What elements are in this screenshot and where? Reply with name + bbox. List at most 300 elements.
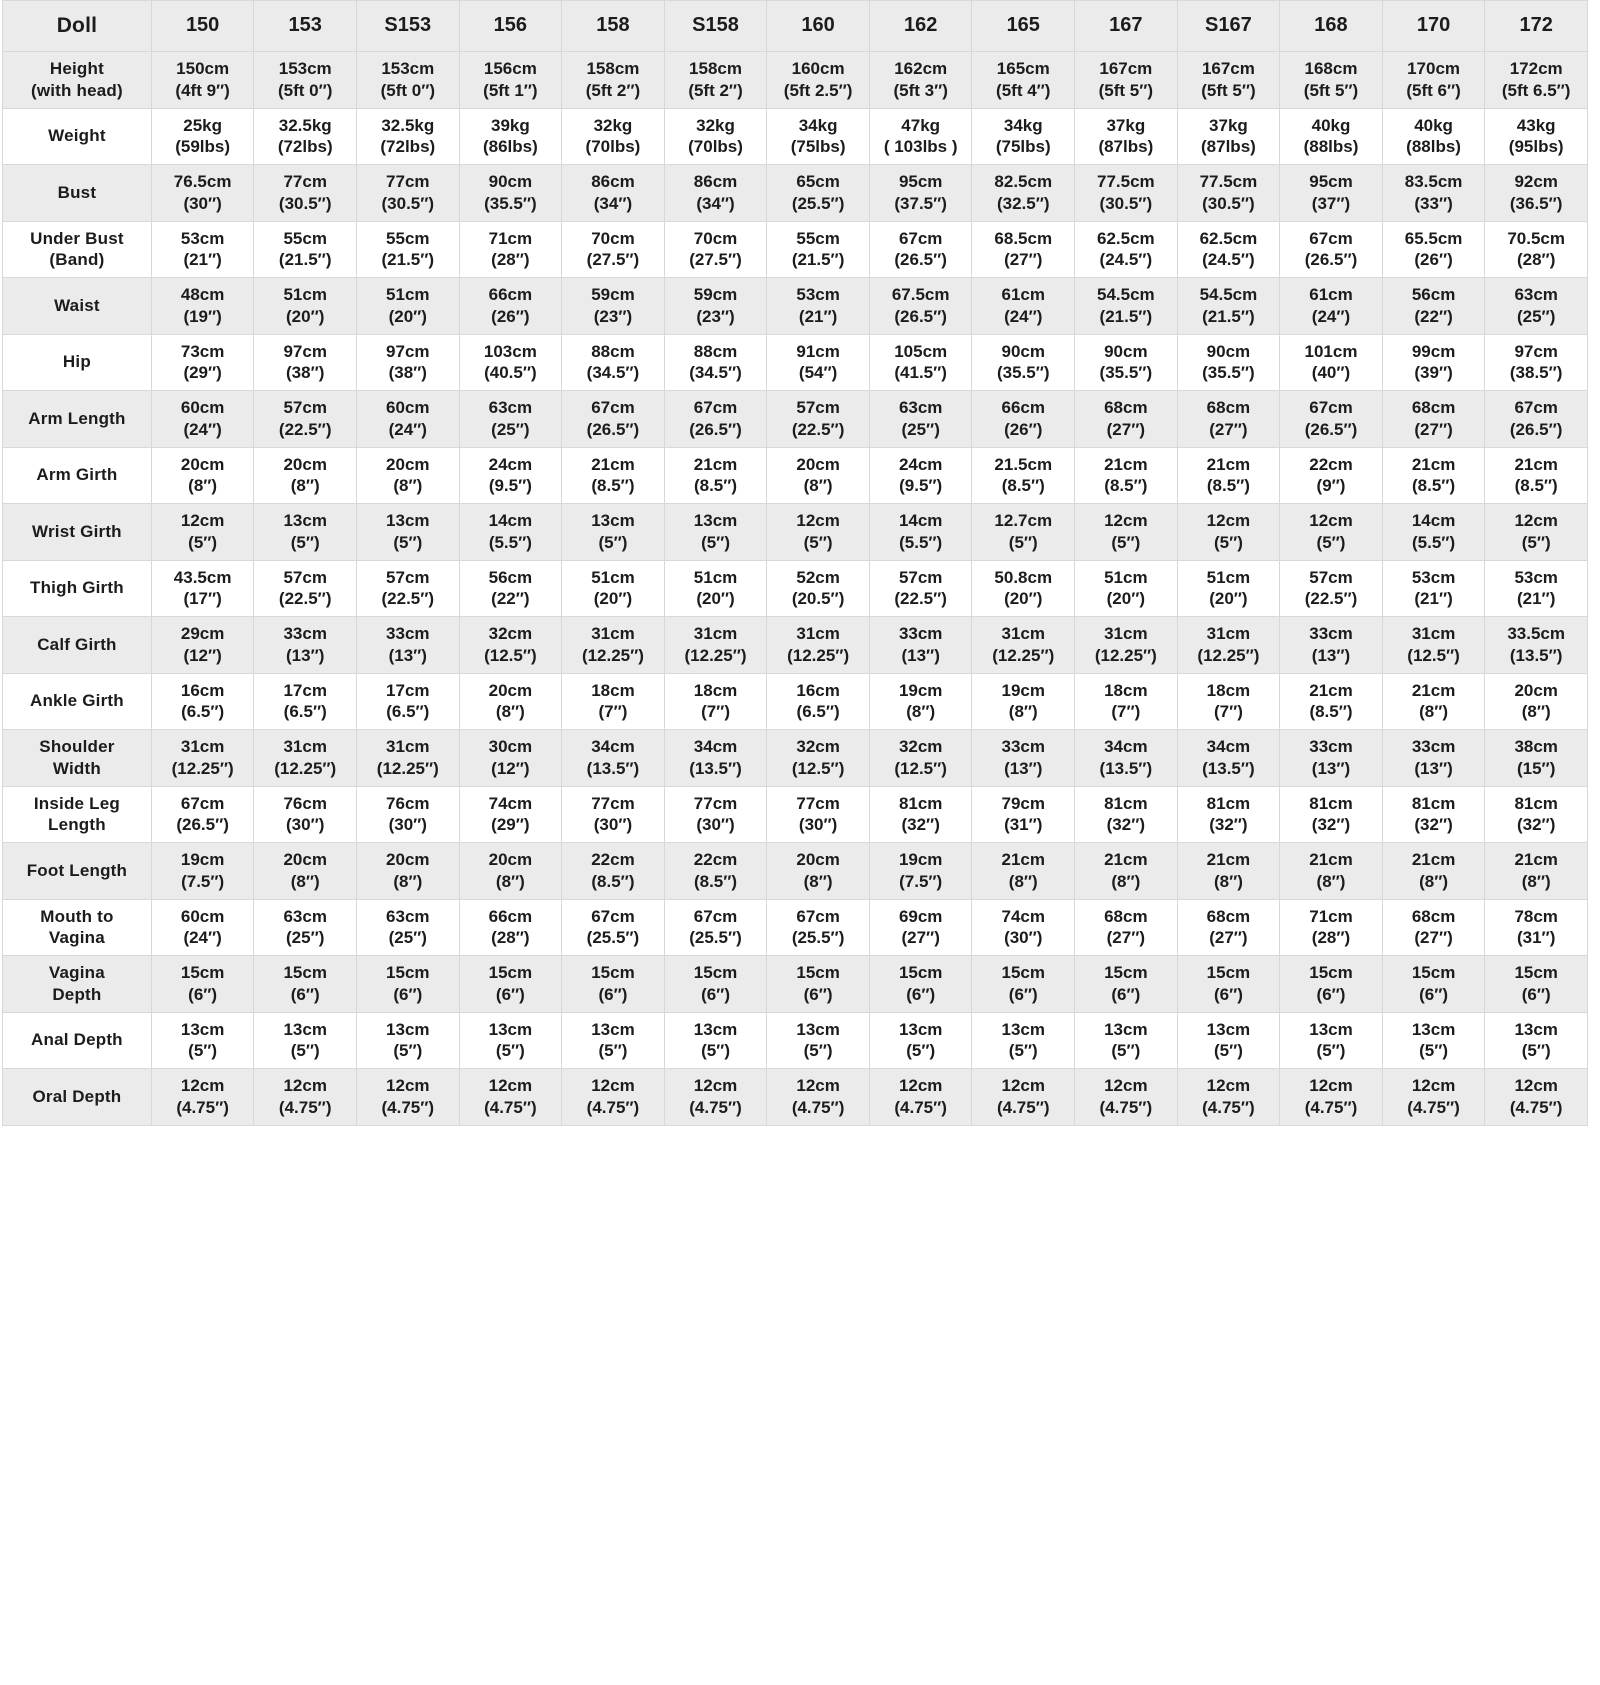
row-label-17: Anal Depth [3,1012,152,1069]
cell-r16-c1: 15cm (6″) [254,956,357,1013]
cell-r3-c5: 70cm (27.5″) [664,221,767,278]
cell-r8-c3: 14cm (5.5″) [459,504,562,561]
table-row [3,278,1588,335]
column-header-168: 168 [1280,1,1383,52]
cell-r8-c13: 12cm (5″) [1485,504,1588,561]
cell-r14-c10: 21cm (8″) [1177,843,1280,900]
cell-r0-c12: 170cm (5ft 6″) [1382,52,1485,109]
cell-r14-c1: 20cm (8″) [254,843,357,900]
cell-r11-c2: 17cm (6.5″) [357,673,460,730]
table-row [3,504,1588,561]
cell-r9-c3: 56cm (22″) [459,560,562,617]
cell-r1-c13: 43kg (95lbs) [1485,108,1588,165]
cell-r1-c9: 37kg (87lbs) [1075,108,1178,165]
cell-r17-c4: 13cm (5″) [562,1012,665,1069]
cell-r7-c9: 21cm (8.5″) [1075,447,1178,504]
cell-r5-c0: 73cm (29″) [151,334,254,391]
cell-r3-c0: 53cm (21″) [151,221,254,278]
column-header-153: 153 [254,1,357,52]
cell-r12-c10: 34cm (13.5″) [1177,730,1280,787]
cell-r13-c3: 74cm (29″) [459,786,562,843]
cell-r6-c8: 66cm (26″) [972,391,1075,448]
cell-r6-c5: 67cm (26.5″) [664,391,767,448]
column-header-150: 150 [151,1,254,52]
cell-r11-c8: 19cm (8″) [972,673,1075,730]
cell-r16-c8: 15cm (6″) [972,956,1075,1013]
cell-r13-c2: 76cm (30″) [357,786,460,843]
cell-r11-c1: 17cm (6.5″) [254,673,357,730]
column-header-S153: S153 [357,1,460,52]
cell-r6-c7: 63cm (25″) [869,391,972,448]
doll-measurements-table [2,0,1588,1126]
cell-r1-c8: 34kg (75lbs) [972,108,1075,165]
cell-r2-c10: 77.5cm (30.5″) [1177,165,1280,222]
cell-r13-c13: 81cm (32″) [1485,786,1588,843]
cell-r2-c2: 77cm (30.5″) [357,165,460,222]
cell-r10-c0: 29cm (12″) [151,617,254,674]
cell-r1-c3: 39kg (86lbs) [459,108,562,165]
cell-r2-c8: 82.5cm (32.5″) [972,165,1075,222]
cell-r18-c3: 12cm (4.75″) [459,1069,562,1126]
cell-r3-c6: 55cm (21.5″) [767,221,870,278]
cell-r13-c9: 81cm (32″) [1075,786,1178,843]
row-label-9: Thigh Girth [3,560,152,617]
cell-r1-c7: 47kg ( 103lbs ) [869,108,972,165]
cell-r11-c6: 16cm (6.5″) [767,673,870,730]
cell-r13-c10: 81cm (32″) [1177,786,1280,843]
column-header-S167: S167 [1177,1,1280,52]
cell-r12-c2: 31cm (12.25″) [357,730,460,787]
row-label-2: Bust [3,165,152,222]
table-corner-label: Doll [3,1,152,52]
cell-r1-c2: 32.5kg (72lbs) [357,108,460,165]
cell-r0-c0: 150cm (4ft 9″) [151,52,254,109]
cell-r8-c7: 14cm (5.5″) [869,504,972,561]
cell-r2-c0: 76.5cm (30″) [151,165,254,222]
cell-r2-c7: 95cm (37.5″) [869,165,972,222]
cell-r9-c12: 53cm (21″) [1382,560,1485,617]
cell-r8-c8: 12.7cm (5″) [972,504,1075,561]
column-header-S158: S158 [664,1,767,52]
cell-r13-c5: 77cm (30″) [664,786,767,843]
cell-r3-c7: 67cm (26.5″) [869,221,972,278]
cell-r5-c6: 91cm (54″) [767,334,870,391]
row-label-0: Height (with head) [3,52,152,109]
cell-r10-c13: 33.5cm (13.5″) [1485,617,1588,674]
cell-r16-c7: 15cm (6″) [869,956,972,1013]
cell-r8-c5: 13cm (5″) [664,504,767,561]
cell-r9-c13: 53cm (21″) [1485,560,1588,617]
cell-r5-c11: 101cm (40″) [1280,334,1383,391]
cell-r0-c1: 153cm (5ft 0″) [254,52,357,109]
cell-r14-c12: 21cm (8″) [1382,843,1485,900]
cell-r4-c0: 48cm (19″) [151,278,254,335]
cell-r15-c4: 67cm (25.5″) [562,899,665,956]
cell-r18-c2: 12cm (4.75″) [357,1069,460,1126]
cell-r12-c9: 34cm (13.5″) [1075,730,1178,787]
cell-r16-c4: 15cm (6″) [562,956,665,1013]
cell-r17-c6: 13cm (5″) [767,1012,870,1069]
cell-r1-c10: 37kg (87lbs) [1177,108,1280,165]
cell-r5-c5: 88cm (34.5″) [664,334,767,391]
cell-r18-c8: 12cm (4.75″) [972,1069,1075,1126]
table-row [3,221,1588,278]
cell-r15-c11: 71cm (28″) [1280,899,1383,956]
cell-r0-c5: 158cm (5ft 2″) [664,52,767,109]
cell-r4-c12: 56cm (22″) [1382,278,1485,335]
cell-r17-c2: 13cm (5″) [357,1012,460,1069]
cell-r17-c0: 13cm (5″) [151,1012,254,1069]
cell-r6-c9: 68cm (27″) [1075,391,1178,448]
cell-r5-c4: 88cm (34.5″) [562,334,665,391]
cell-r5-c1: 97cm (38″) [254,334,357,391]
cell-r10-c6: 31cm (12.25″) [767,617,870,674]
table-row [3,52,1588,109]
table-row [3,899,1588,956]
row-label-14: Foot Length [3,843,152,900]
cell-r14-c9: 21cm (8″) [1075,843,1178,900]
cell-r3-c11: 67cm (26.5″) [1280,221,1383,278]
cell-r14-c6: 20cm (8″) [767,843,870,900]
cell-r6-c13: 67cm (26.5″) [1485,391,1588,448]
cell-r17-c12: 13cm (5″) [1382,1012,1485,1069]
cell-r10-c4: 31cm (12.25″) [562,617,665,674]
column-header-156: 156 [459,1,562,52]
row-label-18: Oral Depth [3,1069,152,1126]
cell-r9-c10: 51cm (20″) [1177,560,1280,617]
cell-r11-c13: 20cm (8″) [1485,673,1588,730]
cell-r10-c9: 31cm (12.25″) [1075,617,1178,674]
cell-r10-c1: 33cm (13″) [254,617,357,674]
cell-r7-c5: 21cm (8.5″) [664,447,767,504]
row-label-6: Arm Length [3,391,152,448]
table-row [3,334,1588,391]
cell-r14-c7: 19cm (7.5″) [869,843,972,900]
cell-r0-c11: 168cm (5ft 5″) [1280,52,1383,109]
cell-r11-c11: 21cm (8.5″) [1280,673,1383,730]
cell-r10-c11: 33cm (13″) [1280,617,1383,674]
cell-r1-c12: 40kg (88lbs) [1382,108,1485,165]
cell-r18-c4: 12cm (4.75″) [562,1069,665,1126]
cell-r11-c10: 18cm (7″) [1177,673,1280,730]
cell-r11-c0: 16cm (6.5″) [151,673,254,730]
cell-r12-c0: 31cm (12.25″) [151,730,254,787]
cell-r9-c6: 52cm (20.5″) [767,560,870,617]
cell-r16-c2: 15cm (6″) [357,956,460,1013]
cell-r12-c6: 32cm (12.5″) [767,730,870,787]
table-header [3,1,1588,52]
cell-r7-c4: 21cm (8.5″) [562,447,665,504]
cell-r7-c6: 20cm (8″) [767,447,870,504]
cell-r4-c3: 66cm (26″) [459,278,562,335]
cell-r9-c2: 57cm (22.5″) [357,560,460,617]
cell-r11-c3: 20cm (8″) [459,673,562,730]
cell-r14-c4: 22cm (8.5″) [562,843,665,900]
cell-r12-c8: 33cm (13″) [972,730,1075,787]
cell-r8-c2: 13cm (5″) [357,504,460,561]
cell-r5-c13: 97cm (38.5″) [1485,334,1588,391]
cell-r6-c6: 57cm (22.5″) [767,391,870,448]
cell-r15-c7: 69cm (27″) [869,899,972,956]
cell-r15-c0: 60cm (24″) [151,899,254,956]
cell-r8-c10: 12cm (5″) [1177,504,1280,561]
column-header-165: 165 [972,1,1075,52]
cell-r17-c9: 13cm (5″) [1075,1012,1178,1069]
cell-r5-c12: 99cm (39″) [1382,334,1485,391]
cell-r17-c1: 13cm (5″) [254,1012,357,1069]
cell-r3-c3: 71cm (28″) [459,221,562,278]
row-label-10: Calf Girth [3,617,152,674]
cell-r17-c5: 13cm (5″) [664,1012,767,1069]
cell-r6-c3: 63cm (25″) [459,391,562,448]
cell-r2-c4: 86cm (34″) [562,165,665,222]
cell-r12-c1: 31cm (12.25″) [254,730,357,787]
cell-r13-c11: 81cm (32″) [1280,786,1383,843]
column-header-170: 170 [1382,1,1485,52]
cell-r3-c12: 65.5cm (26″) [1382,221,1485,278]
cell-r15-c1: 63cm (25″) [254,899,357,956]
table-row [3,956,1588,1013]
cell-r12-c3: 30cm (12″) [459,730,562,787]
cell-r10-c3: 32cm (12.5″) [459,617,562,674]
cell-r4-c2: 51cm (20″) [357,278,460,335]
cell-r9-c11: 57cm (22.5″) [1280,560,1383,617]
table-row [3,391,1588,448]
cell-r11-c5: 18cm (7″) [664,673,767,730]
cell-r8-c1: 13cm (5″) [254,504,357,561]
cell-r0-c6: 160cm (5ft 2.5″) [767,52,870,109]
cell-r14-c8: 21cm (8″) [972,843,1075,900]
cell-r9-c0: 43.5cm (17″) [151,560,254,617]
column-header-172: 172 [1485,1,1588,52]
cell-r4-c5: 59cm (23″) [664,278,767,335]
cell-r5-c9: 90cm (35.5″) [1075,334,1178,391]
cell-r17-c13: 13cm (5″) [1485,1012,1588,1069]
cell-r9-c9: 51cm (20″) [1075,560,1178,617]
cell-r2-c1: 77cm (30.5″) [254,165,357,222]
cell-r4-c11: 61cm (24″) [1280,278,1383,335]
cell-r6-c0: 60cm (24″) [151,391,254,448]
cell-r0-c7: 162cm (5ft 3″) [869,52,972,109]
row-label-11: Ankle Girth [3,673,152,730]
cell-r11-c7: 19cm (8″) [869,673,972,730]
cell-r12-c11: 33cm (13″) [1280,730,1383,787]
cell-r1-c4: 32kg (70lbs) [562,108,665,165]
cell-r18-c0: 12cm (4.75″) [151,1069,254,1126]
cell-r16-c5: 15cm (6″) [664,956,767,1013]
cell-r4-c4: 59cm (23″) [562,278,665,335]
column-header-160: 160 [767,1,870,52]
row-label-15: Mouth to Vagina [3,899,152,956]
cell-r0-c4: 158cm (5ft 2″) [562,52,665,109]
cell-r2-c12: 83.5cm (33″) [1382,165,1485,222]
cell-r16-c10: 15cm (6″) [1177,956,1280,1013]
cell-r0-c2: 153cm (5ft 0″) [357,52,460,109]
cell-r0-c9: 167cm (5ft 5″) [1075,52,1178,109]
cell-r16-c3: 15cm (6″) [459,956,562,1013]
cell-r15-c8: 74cm (30″) [972,899,1075,956]
cell-r6-c11: 67cm (26.5″) [1280,391,1383,448]
cell-r3-c8: 68.5cm (27″) [972,221,1075,278]
cell-r2-c11: 95cm (37″) [1280,165,1383,222]
table-row [3,673,1588,730]
cell-r15-c12: 68cm (27″) [1382,899,1485,956]
cell-r18-c7: 12cm (4.75″) [869,1069,972,1126]
cell-r18-c10: 12cm (4.75″) [1177,1069,1280,1126]
cell-r15-c3: 66cm (28″) [459,899,562,956]
table-header-row [3,1,1588,52]
cell-r7-c7: 24cm (9.5″) [869,447,972,504]
table-row [3,560,1588,617]
cell-r1-c1: 32.5kg (72lbs) [254,108,357,165]
cell-r16-c9: 15cm (6″) [1075,956,1178,1013]
cell-r18-c13: 12cm (4.75″) [1485,1069,1588,1126]
cell-r6-c1: 57cm (22.5″) [254,391,357,448]
cell-r14-c2: 20cm (8″) [357,843,460,900]
cell-r12-c13: 38cm (15″) [1485,730,1588,787]
cell-r16-c0: 15cm (6″) [151,956,254,1013]
cell-r4-c13: 63cm (25″) [1485,278,1588,335]
cell-r14-c0: 19cm (7.5″) [151,843,254,900]
cell-r12-c12: 33cm (13″) [1382,730,1485,787]
cell-r1-c5: 32kg (70lbs) [664,108,767,165]
cell-r18-c11: 12cm (4.75″) [1280,1069,1383,1126]
table-row [3,1069,1588,1126]
table-body [3,52,1588,1126]
cell-r1-c0: 25kg (59lbs) [151,108,254,165]
cell-r10-c2: 33cm (13″) [357,617,460,674]
row-label-16: Vagina Depth [3,956,152,1013]
cell-r17-c11: 13cm (5″) [1280,1012,1383,1069]
cell-r13-c0: 67cm (26.5″) [151,786,254,843]
cell-r18-c6: 12cm (4.75″) [767,1069,870,1126]
cell-r18-c1: 12cm (4.75″) [254,1069,357,1126]
cell-r10-c12: 31cm (12.5″) [1382,617,1485,674]
cell-r15-c6: 67cm (25.5″) [767,899,870,956]
cell-r6-c4: 67cm (26.5″) [562,391,665,448]
cell-r18-c5: 12cm (4.75″) [664,1069,767,1126]
cell-r4-c6: 53cm (21″) [767,278,870,335]
row-label-4: Waist [3,278,152,335]
cell-r14-c13: 21cm (8″) [1485,843,1588,900]
row-label-13: Inside Leg Length [3,786,152,843]
cell-r12-c4: 34cm (13.5″) [562,730,665,787]
cell-r14-c11: 21cm (8″) [1280,843,1383,900]
cell-r9-c7: 57cm (22.5″) [869,560,972,617]
cell-r7-c3: 24cm (9.5″) [459,447,562,504]
cell-r2-c3: 90cm (35.5″) [459,165,562,222]
row-label-8: Wrist Girth [3,504,152,561]
cell-r8-c9: 12cm (5″) [1075,504,1178,561]
cell-r5-c3: 103cm (40.5″) [459,334,562,391]
cell-r11-c9: 18cm (7″) [1075,673,1178,730]
cell-r6-c2: 60cm (24″) [357,391,460,448]
cell-r2-c13: 92cm (36.5″) [1485,165,1588,222]
cell-r15-c9: 68cm (27″) [1075,899,1178,956]
cell-r4-c8: 61cm (24″) [972,278,1075,335]
table-row [3,165,1588,222]
table-row [3,843,1588,900]
cell-r4-c1: 51cm (20″) [254,278,357,335]
cell-r5-c10: 90cm (35.5″) [1177,334,1280,391]
cell-r10-c10: 31cm (12.25″) [1177,617,1280,674]
cell-r5-c2: 97cm (38″) [357,334,460,391]
column-header-162: 162 [869,1,972,52]
table-row [3,786,1588,843]
cell-r8-c11: 12cm (5″) [1280,504,1383,561]
cell-r13-c8: 79cm (31″) [972,786,1075,843]
table-row [3,447,1588,504]
cell-r7-c10: 21cm (8.5″) [1177,447,1280,504]
cell-r15-c13: 78cm (31″) [1485,899,1588,956]
cell-r4-c9: 54.5cm (21.5″) [1075,278,1178,335]
table-row [3,617,1588,674]
cell-r9-c4: 51cm (20″) [562,560,665,617]
row-label-12: Shoulder Width [3,730,152,787]
cell-r6-c12: 68cm (27″) [1382,391,1485,448]
cell-r14-c3: 20cm (8″) [459,843,562,900]
cell-r3-c10: 62.5cm (24.5″) [1177,221,1280,278]
cell-r0-c10: 167cm (5ft 5″) [1177,52,1280,109]
cell-r2-c9: 77.5cm (30.5″) [1075,165,1178,222]
cell-r1-c6: 34kg (75lbs) [767,108,870,165]
cell-r3-c2: 55cm (21.5″) [357,221,460,278]
cell-r18-c9: 12cm (4.75″) [1075,1069,1178,1126]
cell-r13-c4: 77cm (30″) [562,786,665,843]
cell-r8-c12: 14cm (5.5″) [1382,504,1485,561]
cell-r8-c4: 13cm (5″) [562,504,665,561]
cell-r7-c8: 21.5cm (8.5″) [972,447,1075,504]
cell-r2-c5: 86cm (34″) [664,165,767,222]
cell-r13-c7: 81cm (32″) [869,786,972,843]
cell-r9-c5: 51cm (20″) [664,560,767,617]
cell-r7-c12: 21cm (8.5″) [1382,447,1485,504]
cell-r11-c12: 21cm (8″) [1382,673,1485,730]
cell-r16-c11: 15cm (6″) [1280,956,1383,1013]
table-row [3,108,1588,165]
cell-r16-c6: 15cm (6″) [767,956,870,1013]
cell-r16-c12: 15cm (6″) [1382,956,1485,1013]
cell-r7-c13: 21cm (8.5″) [1485,447,1588,504]
cell-r12-c5: 34cm (13.5″) [664,730,767,787]
cell-r5-c8: 90cm (35.5″) [972,334,1075,391]
cell-r6-c10: 68cm (27″) [1177,391,1280,448]
cell-r10-c5: 31cm (12.25″) [664,617,767,674]
cell-r0-c13: 172cm (5ft 6.5″) [1485,52,1588,109]
cell-r8-c6: 12cm (5″) [767,504,870,561]
cell-r3-c13: 70.5cm (28″) [1485,221,1588,278]
cell-r15-c10: 68cm (27″) [1177,899,1280,956]
row-label-5: Hip [3,334,152,391]
cell-r16-c13: 15cm (6″) [1485,956,1588,1013]
cell-r4-c7: 67.5cm (26.5″) [869,278,972,335]
cell-r15-c5: 67cm (25.5″) [664,899,767,956]
cell-r13-c12: 81cm (32″) [1382,786,1485,843]
table-row [3,1012,1588,1069]
cell-r10-c7: 33cm (13″) [869,617,972,674]
cell-r12-c7: 32cm (12.5″) [869,730,972,787]
cell-r13-c1: 76cm (30″) [254,786,357,843]
cell-r10-c8: 31cm (12.25″) [972,617,1075,674]
cell-r11-c4: 18cm (7″) [562,673,665,730]
cell-r2-c6: 65cm (25.5″) [767,165,870,222]
cell-r14-c5: 22cm (8.5″) [664,843,767,900]
cell-r3-c9: 62.5cm (24.5″) [1075,221,1178,278]
cell-r5-c7: 105cm (41.5″) [869,334,972,391]
cell-r17-c3: 13cm (5″) [459,1012,562,1069]
cell-r17-c7: 13cm (5″) [869,1012,972,1069]
column-header-167: 167 [1075,1,1178,52]
